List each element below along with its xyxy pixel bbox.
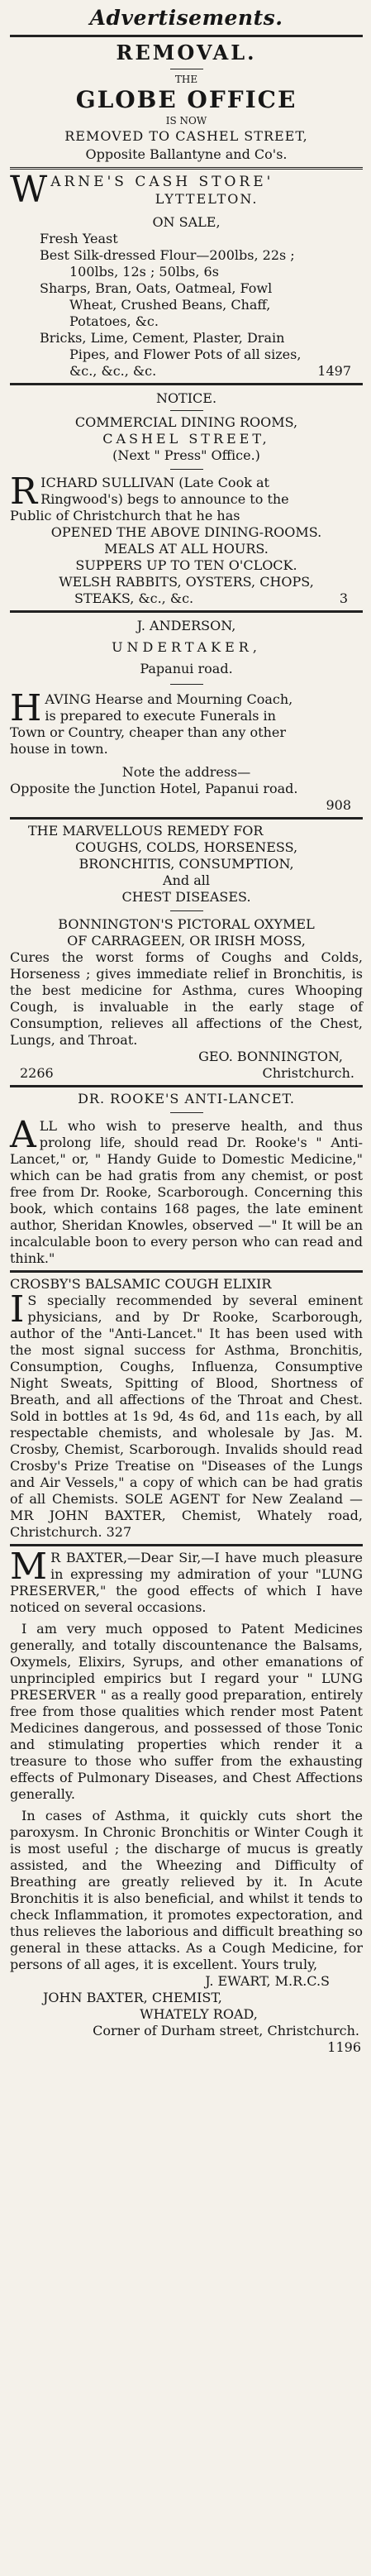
dining-notice: NOTICE. <box>155 390 217 406</box>
divider <box>10 383 363 385</box>
divider <box>10 1270 363 1273</box>
short-rule <box>170 684 203 685</box>
warne-on-sale: ON SALE, <box>152 214 221 230</box>
divider <box>10 35 363 37</box>
ad-number: 2266 <box>20 1065 54 1081</box>
ad-number: 1196 <box>327 2039 361 2055</box>
ad-number: 3 <box>339 590 348 606</box>
dropcap: M <box>10 1546 48 1588</box>
anderson-b2: is prepared to execute Funerals in <box>45 708 276 724</box>
bonnington-b2: OF CARRAGEEN, OR IRISH MOSS, <box>67 933 306 949</box>
crosby-title: CROSBY'S BALSAMIC COUGH ELIXIR <box>10 1276 272 1292</box>
divider <box>10 1085 363 1087</box>
removal-is-now: IS NOW <box>165 115 207 127</box>
baxter-s3: Corner of Durham street, Christchurch. <box>93 2023 359 2038</box>
warne-l3: 100lbs, 12s ; 50lbs, 6s <box>69 264 219 280</box>
bonnington-h2: COUGHS, COLDS, HORSENESS, <box>74 839 298 855</box>
warne-title: ARNE'S CASH STORE' <box>50 174 274 190</box>
warne-l9: &c., &c., &c. <box>69 363 157 379</box>
warne-l6: Potatoes, &c. <box>69 313 159 329</box>
short-rule <box>170 469 203 470</box>
bonnington-body: Cures the worst forms of Coughs and Colds, Horseness ; gives immediate relief in Bronchitis, is the best medicine for Asthma, cures Whooping Cough, is invaluable in the early stage of Consumption, relieves all affections of the Chest, Lungs, and Throat. <box>10 949 363 1048</box>
warne-l1: Fresh Yeast <box>40 231 118 246</box>
dining-l7: WELSH RABBITS, OYSTERS, CHOPS, <box>59 574 314 590</box>
dining-l6: SUPPERS UP TO TEN O'CLOCK. <box>75 557 297 573</box>
baxter-sig: J. EWART, M.R.C.S <box>205 1973 330 1989</box>
ad-bonnington <box>10 823 363 1082</box>
divider <box>10 1544 363 1546</box>
bonnington-h4: And all <box>163 872 210 888</box>
baxter-p2: I am very much opposed to Patent Medicines generally, and totally discountenance the Balsams, Oxymels, Elixirs, Syrups, and other emanations of unprincipled empirics but I regard your " LUNG PRESERVER " as a really good preparation, entirely free from those qualities which render most Patent Medicines dangerous, and possessed of those Tonic and stimulating properties which render it a treasure to those who suffer from the exhausting effects of Pulmonary Diseases, and Chest Affections generally. <box>10 1621 363 1802</box>
baxter-s2: WHATELY ROAD, <box>140 2006 258 2022</box>
ad-number: 908 <box>326 797 351 813</box>
divider <box>10 167 363 170</box>
anderson-b4: house in town. <box>10 741 108 757</box>
removal-heading: REMOVAL. <box>116 41 257 65</box>
dining-l1: COMMERCIAL DINING ROOMS, <box>74 414 298 430</box>
removal-title: GLOBE OFFICE <box>75 86 297 113</box>
anderson-addr: Opposite the Junction Hotel, Papanui road. <box>10 781 298 796</box>
bonnington-h1: THE MARVELLOUS REMEDY FOR <box>28 823 264 839</box>
dropcap: R <box>10 471 38 513</box>
crosby-body: S specially recommended by several eminent physicians, and by Dr Rooke, Scarborough, author of the "Anti-Lancet." It has been used with the most signal success for Asthma, Bronchitis, Consumption, Coughs, Influenza, Consumptive Night Sweats, Spitting of Blood, Shortness of Breath, and all affections of the Throat and Chest. Sold in bottles at 1s 9d, 4s 6d, and 11s each, by all respectable chemists, and wholesale by Jas. M. Crosby, Chemist, Scarborough. Invalids should read Crosby's Prize Treatise on "Diseases of the Lungs and Air Vessels," a copy of which can be had gratis of all Chemists. SOLE AGENT for New Zealand — MR JOHN BAXTER, Chemist, Whately road, Christchurch. <box>10 1293 363 1540</box>
ad-number: 327 <box>106 1524 132 1540</box>
removal-line1: REMOVED TO CASHEL STREET, <box>64 128 308 144</box>
divider <box>10 817 363 820</box>
bonnington-b1: BONNINGTON'S PICTORAL OXYMEL <box>58 916 315 932</box>
ad-rooke <box>10 1091 363 1267</box>
dropcap: H <box>10 687 42 729</box>
ad-number: 1497 <box>317 363 351 379</box>
rooke-title: DR. ROOKE'S ANTI-LANCET. <box>78 1091 295 1106</box>
bonnington-sig: GEO. BONNINGTON, <box>198 1049 343 1064</box>
dining-l4: OPENED THE ABOVE DINING-ROOMS. <box>50 524 322 540</box>
short-rule <box>170 910 203 911</box>
baxter-open: R BAXTER,—Dear Sir,—I have much pleasure in expressing my admiration of your "LUNG PRESERVER," the good effects of which I have noticed on several occasions. <box>10 1550 363 1615</box>
warne-l4: Sharps, Bran, Oats, Oatmeal, Fowl <box>40 280 273 296</box>
baxter-s1: JOHN BAXTER, CHEMIST, <box>43 1990 222 2005</box>
dropcap: I <box>10 1288 25 1331</box>
anderson-note: Note the address— <box>121 764 251 780</box>
ad-removal <box>10 41 363 164</box>
warne-l2: Best Silk-dressed Flour—200lbs, 22s ; <box>40 247 295 263</box>
bonnington-h5: CHEST DISEASES. <box>121 889 251 905</box>
dining-body2: Ringwood's) begs to announce to the <box>40 491 289 507</box>
anderson-place: Papanui road. <box>140 661 233 676</box>
removal-the: THE <box>174 74 198 85</box>
dining-body1: ICHARD SULLIVAN (Late Cook at <box>40 475 269 490</box>
dining-body3: Public of Christchurch that he has <box>10 508 240 523</box>
dining-l2: CASHEL STREET, <box>102 431 270 447</box>
warne-l5: Wheat, Crushed Beans, Chaff, <box>69 297 271 313</box>
warne-l8: Pipes, and Flower Pots of all sizes, <box>69 346 302 362</box>
anderson-b1: AVING Hearse and Mourning Coach, <box>45 691 293 707</box>
divider <box>10 610 363 613</box>
anderson-b3: Town or Country, cheaper than any other <box>10 724 286 740</box>
warne-place: LYTTELTON. <box>155 191 259 207</box>
masthead: Advertisements. <box>89 6 283 30</box>
ad-baxter <box>10 1546 363 2056</box>
short-rule <box>170 1112 203 1113</box>
ad-warne <box>10 169 363 380</box>
rooke-body: LL who wish to preserve health, and thus prolong life, should read Dr. Rooke's " Anti-Lancet," or, " Handy Guide to Domestic Medicine," which can be had gratis from any chemist, or post free from Dr. Rooke, Scarborough. Concerning this book, which contains 168 pages, the late eminent author, Sheridan Knowles, observed —" It will be an incalculable boon to every person who can read and think." <box>10 1118 363 1266</box>
dining-l5: MEALS AT ALL HOURS. <box>104 541 269 557</box>
removal-line2: Opposite Ballantyne and Co's. <box>85 146 288 162</box>
bonnington-place: Christchurch. <box>262 1065 354 1081</box>
dropcap: W <box>10 169 48 211</box>
short-rule <box>170 410 203 411</box>
anderson-trade: UNDERTAKER, <box>112 639 261 655</box>
dining-l8: STEAKS, &c., &c. <box>74 590 194 606</box>
anderson-name: J. ANDERSON, <box>136 618 236 633</box>
baxter-p3: In cases of Asthma, it quickly cuts short the paroxysm. In Chronic Bronchitis or Winter Cough it is most useful ; the discharge of mucus is greatly assisted, and the Wheezing and Difficulty of Breathing are greatly relieved by it. In Acute Bronchitis it is also beneficial, and whilst it tends to check Inflammation, it promotes expectoration, and thus relieves the laborious and difficult breathing so general in these attacks. As a Cough Medicine, for persons of all ages, it is excellent. Yours truly, <box>10 1808 363 1972</box>
dropcap: A <box>10 1114 36 1156</box>
dining-l3: (Next " Press" Office.) <box>112 447 260 463</box>
ad-anderson <box>10 618 363 814</box>
bonnington-h3: BRONCHITIS, CONSUMPTION, <box>78 856 294 872</box>
ad-crosby <box>10 1276 363 1541</box>
warne-l7: Bricks, Lime, Cement, Plaster, Drain <box>40 330 285 346</box>
ad-dining-rooms <box>10 390 363 607</box>
